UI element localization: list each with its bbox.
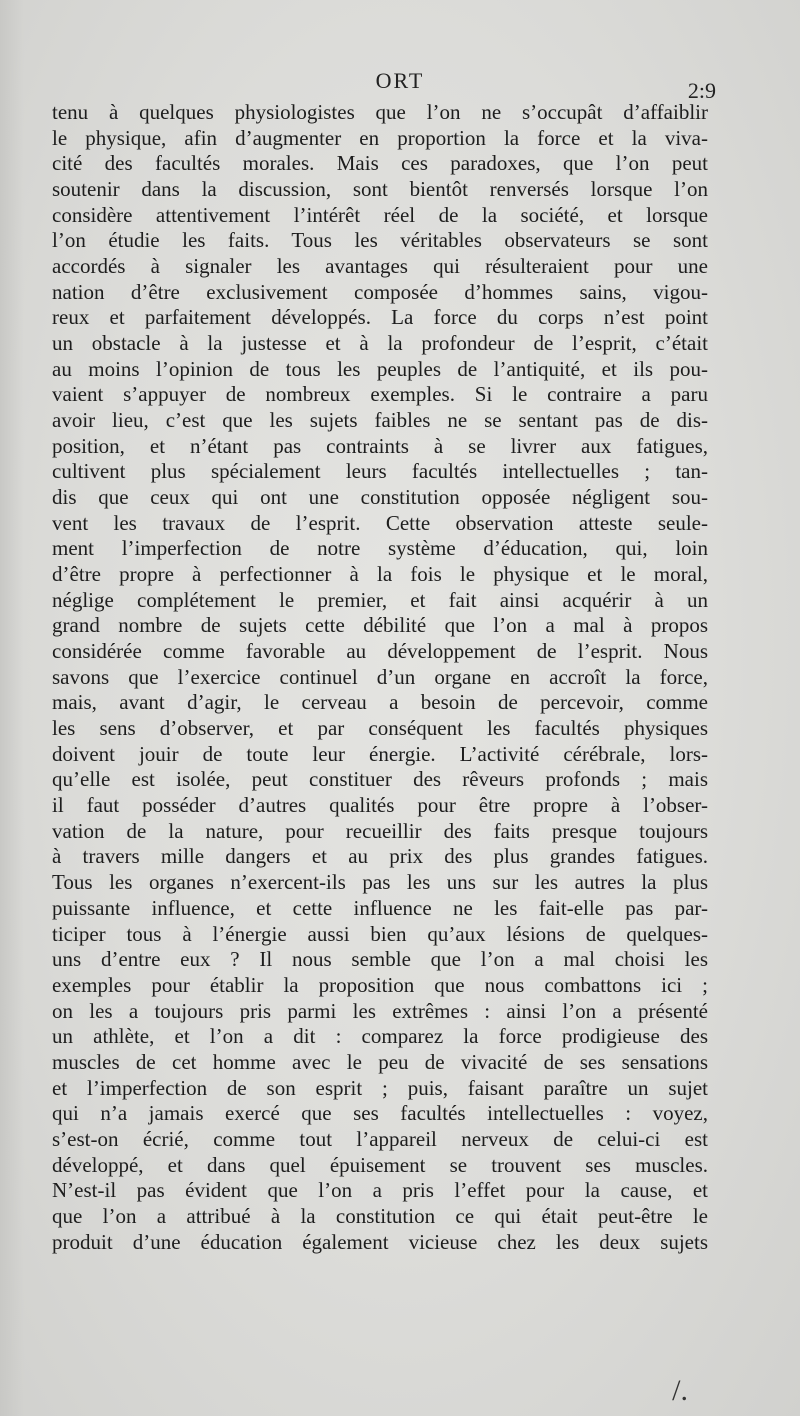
running-head: ORT [375,68,425,93]
page-number: 2:9 [687,78,716,103]
text-line: cultivent plus spécialement leurs facultés intellectuelles ; tan- [52,459,708,484]
text-line: vaient s’appuyer de nombreux exemples. Si le contraire a paru [52,382,708,407]
text-line: avoir lieu, c’est que les sujets faibles ne se sentant pas de dis- [52,408,708,433]
text-line: tenu à quelques physiologistes que l’on ne s’occupât d’affaiblir [52,100,708,124]
text-line: uns d’entre eux ? Il nous semble que l’on a mal choisi les [52,947,708,972]
text-line: Tous les organes n’exercent-ils pas les uns sur les autres la plus [52,870,708,895]
text-line: que l’on a attribué à la constitution ce qui était peut-être le [52,1203,708,1228]
body-text [52,100,708,1255]
text-line: néglige complétement le premier, et fait ainsi acquérir à un [52,587,708,612]
text-line: grand nombre de sujets cette débilité que l’on a mal à propos [52,613,708,638]
text-line: nation d’être exclusivement composée d’hommes sains, vigou- [52,279,708,304]
text-line: un obstacle à la justesse et à la profondeur de l’esprit, c’était [52,331,708,356]
text-line: doivent jouir de toute leur énergie. L’activité cérébrale, lors- [52,741,708,766]
text-line: N’est-il pas évident que l’on a pris l’effet pour la cause, et [52,1178,708,1203]
text-line: un athlète, et l’on a dit : comparez la force prodigieuse des [52,1024,708,1049]
text-line: savons que l’exercice continuel d’un organe en accroît la force, [52,664,708,689]
text-line: muscles de cet homme avec le peu de vivacité de ses sensations [52,1049,708,1074]
text-line: qu’elle est isolée, peut constituer des rêveurs profonds ; mais [52,767,708,792]
text-line: à travers mille dangers et au prix des plus grandes fatigues. [52,844,708,869]
text-line: développé, et dans quel épuisement se trouvent ses muscles. [52,1152,708,1177]
text-line: l’on étudie les faits. Tous les véritables observateurs se sont [52,228,708,253]
text-line: le physique, afin d’augmenter en proportion la force et la viva- [52,125,708,150]
text-line: et l’imperfection de son esprit ; puis, faisant paraître un sujet [52,1075,708,1100]
text-line: considère attentivement l’intérêt réel de la société, et lorsque [52,202,708,227]
text-line: position, et n’étant pas contraints à se livrer aux fatigues, [52,433,708,458]
text-line: ticiper tous à l’énergie aussi bien qu’aux lésions de quelques- [52,921,708,946]
text-line: puissante influence, et cette influence ne les fait-elle pas par- [52,895,708,920]
text-line: qui n’a jamais exercé que ses facultés intellectuelles : voyez, [52,1101,708,1126]
text-line: reux et parfaitement développés. La force du corps n’est point [52,305,708,330]
text-line: vent les travaux de l’esprit. Cette observation atteste seule- [52,510,708,535]
text-line: exemples pour établir la proposition que nous combattons ici ; [52,972,708,997]
text-line: au moins l’opinion de tous les peuples de l’antiquité, et ils pou- [52,356,708,381]
text-line: d’être propre à perfectionner à la fois le physique et le moral, [52,562,708,587]
text-line: vation de la nature, pour recueillir des faits presque toujours [52,818,708,843]
corner-mark: /. [672,1374,688,1407]
text-line: accordés à signaler les avantages qui résulteraient pour une [52,254,708,279]
text-line: s’est-on écrié, comme tout l’appareil nerveux de celui-ci est [52,1126,708,1151]
text-line: ment l’imperfection de notre système d’éducation, qui, loin [52,536,708,561]
text-line: on les a toujours pris parmi les extrêmes : ainsi l’on a présenté [52,998,708,1023]
text-line: considérée comme favorable au développement de l’esprit. Nous [52,639,708,664]
text-line: cité des facultés morales. Mais ces paradoxes, que l’on peut [52,151,708,176]
text-line: dis que ceux qui ont une constitution opposée négligent sou- [52,485,708,510]
text-line: mais, avant d’agir, le cerveau a besoin de percevoir, comme [52,690,708,715]
text-line: les sens d’observer, et par conséquent les facultés physiques [52,716,708,741]
text-line: il faut posséder d’autres qualités pour être propre à l’obser- [52,793,708,818]
text-line: soutenir dans la discussion, sont bientôt renversés lorsque l’on [52,177,708,202]
text-line: produit d’une éducation également vicieuse chez les deux sujets [52,1229,708,1254]
